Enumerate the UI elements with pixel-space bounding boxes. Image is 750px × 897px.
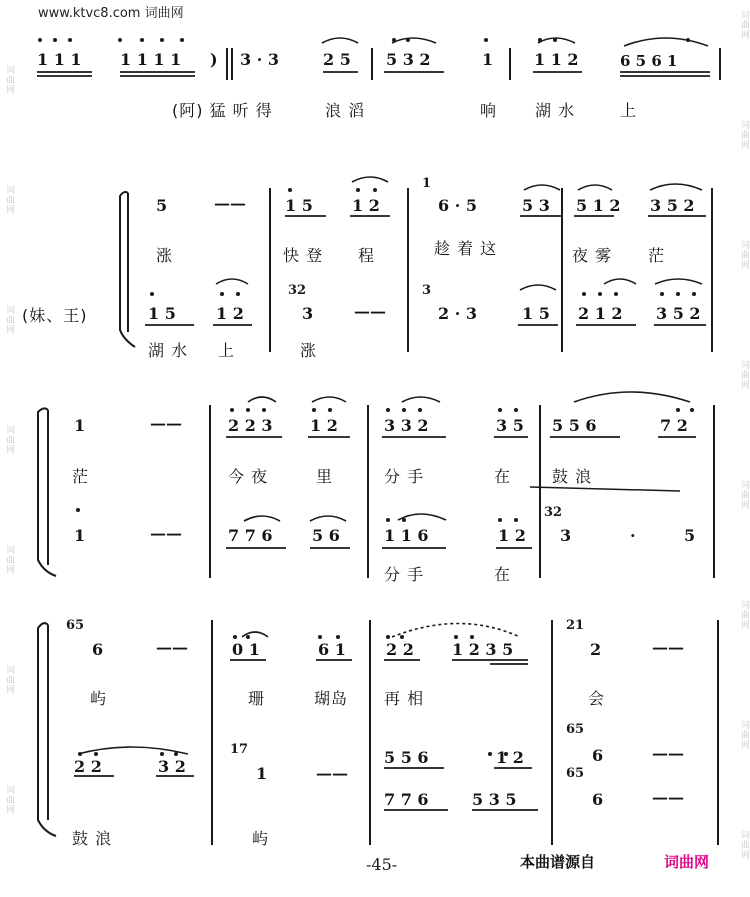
- page-number: -45-: [366, 855, 398, 874]
- lyric: 里: [316, 467, 334, 486]
- side-watermark: 词曲网: [4, 305, 14, 335]
- note-group: ——: [150, 524, 182, 543]
- side-watermark: 词曲网: [4, 785, 14, 815]
- side-watermark: 词曲网: [739, 720, 749, 750]
- side-watermark: 词曲网: [739, 240, 749, 270]
- lyric: (阿) 猛 听 得: [172, 101, 273, 120]
- lyric: 浪 滔: [325, 101, 366, 120]
- lyric: 湖 水: [535, 101, 576, 120]
- note-group: 1 1 2: [534, 50, 579, 69]
- note-group: 7 7 6: [384, 790, 429, 809]
- note-group: 1 2: [496, 748, 524, 767]
- lyric: 上: [218, 341, 236, 360]
- lyric: 上: [620, 101, 638, 120]
- lyric: 鼓 浪: [72, 829, 113, 848]
- lyric: 屿: [90, 689, 108, 708]
- lyric: 夜 雾: [572, 246, 613, 265]
- note-group: 2 1 2: [578, 304, 623, 323]
- note-group: 6 · 5: [438, 196, 477, 215]
- side-watermark: 词曲网: [4, 185, 14, 215]
- note-group: 6 1: [318, 640, 346, 659]
- side-watermark: 词曲网: [4, 665, 14, 695]
- note-group: ——: [652, 638, 684, 657]
- note-group: 6: [592, 746, 604, 765]
- grace-note: 3: [422, 283, 432, 298]
- note-group: 5: [684, 526, 696, 545]
- note-group: 6 5 6 1: [620, 52, 678, 70]
- lyric: 茫: [72, 467, 90, 486]
- note-group: 5: [156, 196, 168, 215]
- lyric: 今 夜: [228, 467, 269, 486]
- note-group: 5 6: [312, 526, 340, 545]
- note-group: 2: [590, 640, 602, 659]
- grace-note: 65: [66, 618, 85, 633]
- side-watermark: 词曲网: [739, 10, 749, 40]
- note-group: 1 2 3 5: [452, 640, 514, 659]
- lyric: 茫: [648, 246, 666, 265]
- note-group: 6: [592, 790, 604, 809]
- site-url-header: www.ktvc8.com 词曲网: [38, 6, 184, 21]
- note-group: 5 5 6: [384, 748, 429, 767]
- brand-link[interactable]: 词曲网: [664, 853, 710, 871]
- note-group: 2 2: [386, 640, 414, 659]
- side-watermark: 词曲网: [739, 120, 749, 150]
- note-group: 3: [302, 304, 314, 323]
- note-group: 3 · 3: [240, 50, 279, 69]
- note-group: 1 2: [498, 526, 526, 545]
- lyric: 湖 水: [148, 341, 189, 360]
- note-group: 3 3 2: [384, 416, 429, 435]
- lyric: 分 手: [384, 565, 425, 584]
- note-group: 3 5 2: [656, 304, 701, 323]
- note-group: 0 1: [232, 640, 260, 659]
- note-group: 7 2: [660, 416, 688, 435]
- grace-note: 65: [566, 722, 585, 737]
- note-group: 5 5 6: [552, 416, 597, 435]
- part-label: (妹、王): [22, 306, 88, 325]
- side-watermark: 词曲网: [739, 600, 749, 630]
- lyric: 快 登: [283, 246, 324, 265]
- note-group: ·: [630, 526, 636, 545]
- lyric: 瑚岛: [314, 689, 349, 708]
- note-group: 3: [560, 526, 572, 545]
- lyric: 涨: [156, 246, 174, 265]
- lyric: 屿: [252, 829, 270, 848]
- grace-note: 32: [288, 283, 307, 298]
- note-group: ): [210, 50, 218, 69]
- note-group: ——: [156, 638, 188, 657]
- note-group: ——: [354, 302, 386, 321]
- note-group: 3 2: [158, 757, 186, 776]
- note-group: 1 1 6: [384, 526, 429, 545]
- lyric: 趁 着 这: [434, 239, 498, 258]
- lyric: 涨: [300, 341, 318, 360]
- note-group: 1: [74, 526, 86, 545]
- lyric: 分 手: [384, 467, 425, 486]
- grace-note: 17: [230, 742, 249, 757]
- note-group: 2 2 3: [228, 416, 273, 435]
- lyric: 珊: [248, 689, 266, 708]
- note-group: ——: [652, 788, 684, 807]
- note-group: 1 5: [522, 304, 550, 323]
- note-group: 2 5: [323, 50, 351, 69]
- note-group: 1 2: [352, 196, 380, 215]
- note-group: ——: [652, 744, 684, 763]
- grace-note: 1: [422, 176, 432, 191]
- note-group: 2 · 3: [438, 304, 477, 323]
- note-group: ——: [150, 414, 182, 433]
- note-group: 1 5: [285, 196, 313, 215]
- grace-note: 21: [566, 618, 585, 633]
- note-group: 2 2: [74, 757, 102, 776]
- grace-note: 32: [544, 505, 563, 520]
- note-group: 1 1 1 1: [120, 50, 182, 69]
- note-group: 7 7 6: [228, 526, 273, 545]
- note-group: 1 2: [310, 416, 338, 435]
- lyric: 会: [588, 689, 606, 708]
- note-group: 1 1 1: [37, 50, 82, 69]
- note-group: 1: [482, 50, 494, 69]
- note-group: 5 3 5: [472, 790, 517, 809]
- lyric: 再 相: [384, 689, 425, 708]
- note-group: 5 3: [522, 196, 550, 215]
- note-group: 1 5: [148, 304, 176, 323]
- lyric: 在: [494, 467, 512, 486]
- note-group: 5 1 2: [576, 196, 621, 215]
- lyric: 鼓 浪: [552, 467, 593, 486]
- side-watermark: 词曲网: [4, 425, 14, 455]
- side-watermark: 词曲网: [739, 360, 749, 390]
- side-watermark: 词曲网: [4, 545, 14, 575]
- side-watermark: 词曲网: [739, 480, 749, 510]
- lyric: 程: [358, 246, 376, 265]
- note-group: 1 2: [216, 304, 244, 323]
- note-group: 5 3 2: [386, 50, 431, 69]
- lyric: 响: [480, 101, 498, 120]
- note-group: 1: [74, 416, 86, 435]
- lyric: 在: [494, 565, 512, 584]
- note-group: 3 5: [496, 416, 524, 435]
- source-label: 本曲谱源自: [520, 853, 596, 871]
- note-group: ——: [316, 764, 348, 783]
- note-group: 6: [92, 640, 104, 659]
- side-watermark: 词曲网: [4, 65, 14, 95]
- note-group: ——: [214, 194, 246, 213]
- note-group: 3 5 2: [650, 196, 695, 215]
- grace-note: 65: [566, 766, 585, 781]
- side-watermark: 词曲网: [739, 830, 749, 860]
- note-group: 1: [256, 764, 268, 783]
